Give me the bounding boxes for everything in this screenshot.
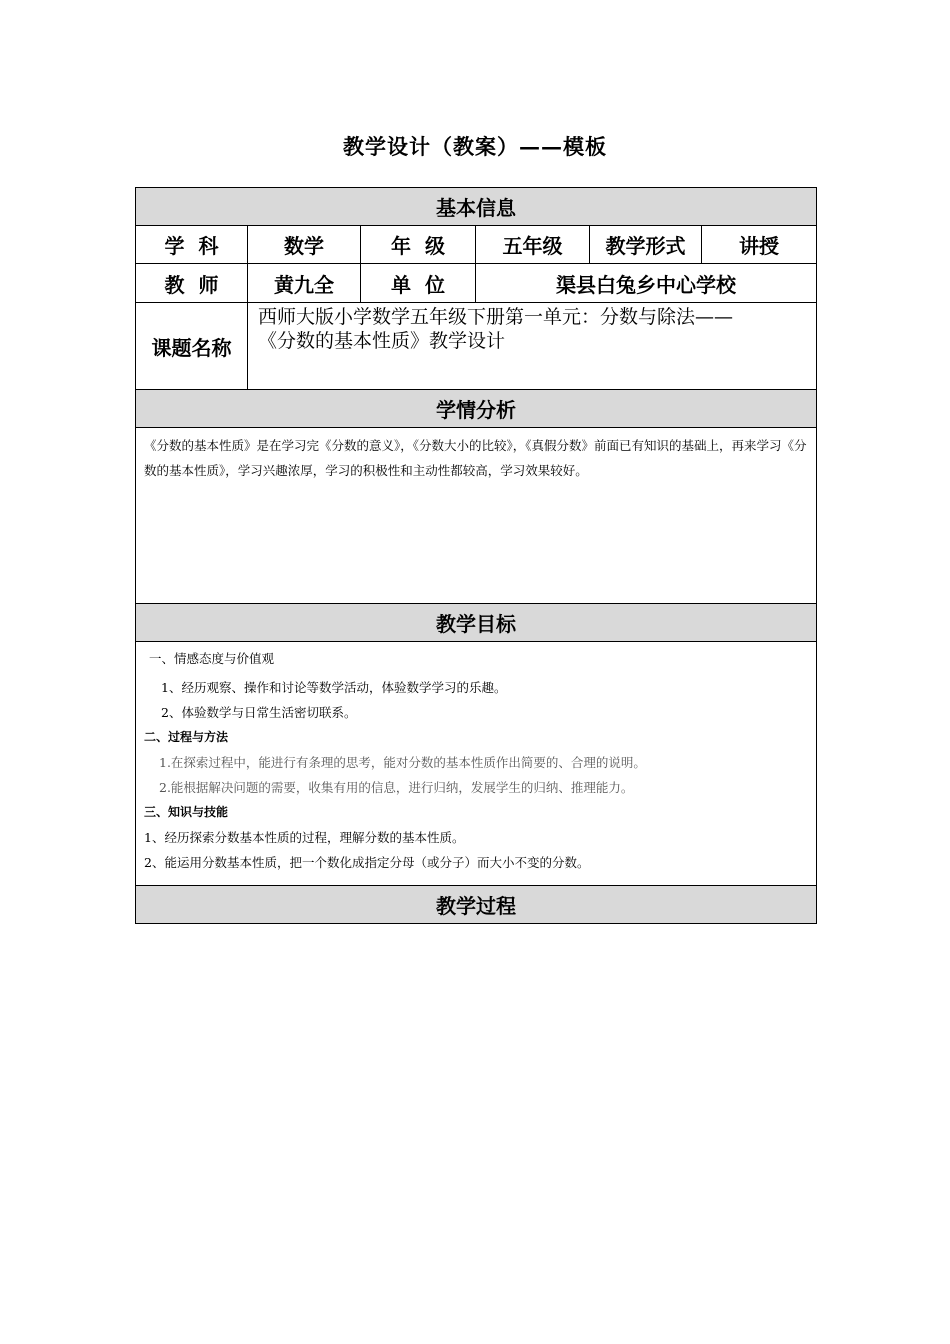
topic-line-2: 《分数的基本性质》教学设计 bbox=[258, 330, 506, 352]
goals-section-3-item-1: 1、经历探索分数基本性质的过程，理解分数的基本性质。 bbox=[144, 830, 465, 845]
form-label: 教学形式 bbox=[590, 226, 702, 264]
analysis-header: 学情分析 bbox=[136, 390, 817, 428]
grade-label: 年 级 bbox=[361, 226, 476, 264]
teacher-value: 黄九全 bbox=[248, 264, 361, 303]
lesson-plan-table bbox=[135, 187, 817, 924]
goals-content bbox=[136, 642, 817, 886]
goals-section-2-title: 二、过程与方法 bbox=[144, 730, 229, 744]
goals-section-3-item-2: 2、能运用分数基本性质，把一个数化成指定分母（或分子）而大小不变的分数。 bbox=[144, 855, 590, 870]
goals-section-1-item-2: 2、体验数学与日常生活密切联系。 bbox=[161, 705, 357, 720]
topic-value bbox=[248, 303, 817, 390]
topic-line-1: 西师大版小学数学五年级下册第一单元：分数与除法—— bbox=[258, 306, 734, 328]
subject-label: 学 科 bbox=[136, 226, 248, 264]
subject-value: 数学 bbox=[248, 226, 361, 264]
form-value: 讲授 bbox=[702, 226, 817, 264]
basic-info-header: 基本信息 bbox=[136, 188, 817, 226]
unit-value: 渠县白兔乡中心学校 bbox=[476, 264, 817, 303]
analysis-text: 《分数的基本性质》是在学习完《分数的意义》，《分数大小的比较》，《真假分数》前面已有知识的基础上，再来学习《分数的基本性质》，学习兴趣浓厚，学习的积极性和主动性都较高，学习效果较好。 bbox=[136, 428, 817, 604]
goals-section-2-item-2: 2.能根据解决问题的需要，收集有用的信息，进行归纳，发展学生的归纳、推理能力。 bbox=[159, 780, 634, 795]
process-header: 教学过程 bbox=[136, 886, 817, 924]
document-title: 教学设计（教案）——模板 bbox=[343, 134, 607, 159]
unit-label: 单 位 bbox=[361, 264, 476, 303]
goals-header: 教学目标 bbox=[136, 604, 817, 642]
teacher-label: 教 师 bbox=[136, 264, 248, 303]
topic-label: 课题名称 bbox=[136, 303, 248, 390]
grade-value: 五年级 bbox=[476, 226, 590, 264]
goals-section-3-title: 三、知识与技能 bbox=[144, 805, 229, 819]
goals-section-1-title: 一、情感态度与价值观 bbox=[149, 651, 275, 666]
goals-section-1-item-1: 1、经历观察、操作和讨论等数学活动，体验数学学习的乐趣。 bbox=[161, 680, 507, 695]
goals-section-2-item-1: 1.在探索过程中，能进行有条理的思考，能对分数的基本性质作出简要的、合理的说明。 bbox=[159, 755, 646, 770]
